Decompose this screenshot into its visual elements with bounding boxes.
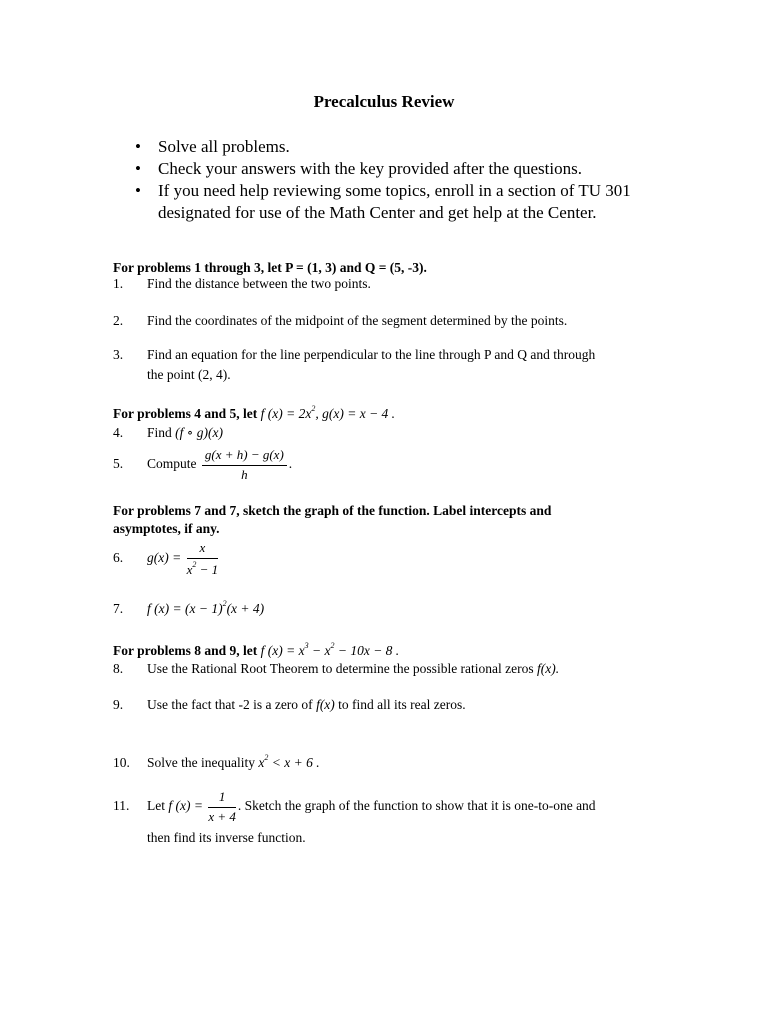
list-item: • If you need help reviewing some topics, enroll in a section of TU 301 designated for use of the Math Center and get help at the Center.: [135, 181, 631, 222]
bullet-icon: •: [135, 137, 141, 156]
problem-5: 5. Compute $\frac{g(x + h) - g(x)}{h}$ .: [113, 447, 293, 482]
section-heading: For problems 1 through 3, let P = (1, 3) and Q = (5, -3).: [113, 260, 427, 275]
instructions-list: [135, 136, 648, 224]
bullet-icon: •: [135, 159, 141, 178]
section-heading-line-2: asymptotes, if any.: [113, 521, 220, 536]
problem-4: 4. Find (f ∘ g)(x): [113, 425, 223, 440]
problem-10: 10. Solve the inequality $x^2 < x + 6$ .: [113, 753, 320, 770]
problem-1: 1. Find the distance between the two points.: [113, 276, 371, 291]
problem-2: 2. Find the coordinates of the midpoint of the segment determined by the points.: [113, 313, 568, 328]
fraction: $\frac{1}{x + 4}$: [208, 789, 236, 824]
fraction: $\frac{g(x + h) - g(x)}{h}$: [202, 447, 287, 483]
page-title: Precalculus Review: [313, 92, 455, 111]
problem-8: 8. Use the Rational Root Theorem to determine the possible rational zeros f(x).: [113, 661, 560, 676]
bullet-icon: •: [135, 181, 141, 200]
list-item: • Check your answers with the key provided after the questions.: [135, 159, 582, 178]
function-definition: f $(x) = x^3 - x^2 - 10x - 8$ .: [260, 641, 400, 658]
problem-11: 11. Let f (x) = $\frac{1}{x + 4}$ . Sketch the graph of the function to show that it is one-to-one and: [113, 789, 596, 824]
problem-3: 3. Find an equation for the line perpendicular to the line through P and Q and through: [113, 347, 596, 362]
problem-11-line-2: then find its inverse function.: [147, 830, 306, 845]
section-heading: For problems 8 and 9, let f $(x) = x^3 - x^2 - 10x - 8$ .: [113, 641, 400, 658]
problem-7: 7. f $(x) = (x - 1)^2(x + 4)$: [113, 599, 265, 616]
function-definition: f $(x) = 2x^2$, g(x) = x − 4 .: [260, 404, 396, 421]
section-heading: For problems 7 and 7, sketch the graph of the function. Label intercepts and: [113, 503, 552, 518]
problem-3-line-2: the point (2, 4).: [147, 367, 231, 382]
problem-9: 9. Use the fact that -2 is a zero of f(x) to find all its real zeros.: [113, 697, 466, 712]
function-expression: f $(x) = (x - 1)^2(x + 4)$: [147, 599, 265, 616]
problem-6: 6. g(x) = $\frac{x}{x^2 - 1}$: [113, 540, 219, 577]
inequality: $x^2 < x + 6$ .: [258, 753, 320, 770]
section-heading: For problems 4 and 5, let f $(x) = 2x^2$, g(x) = x − 4 .: [113, 404, 396, 421]
list-item: • Solve all problems.: [135, 137, 290, 156]
fraction: $\frac{x}{x^2 - 1}$: [186, 540, 219, 577]
